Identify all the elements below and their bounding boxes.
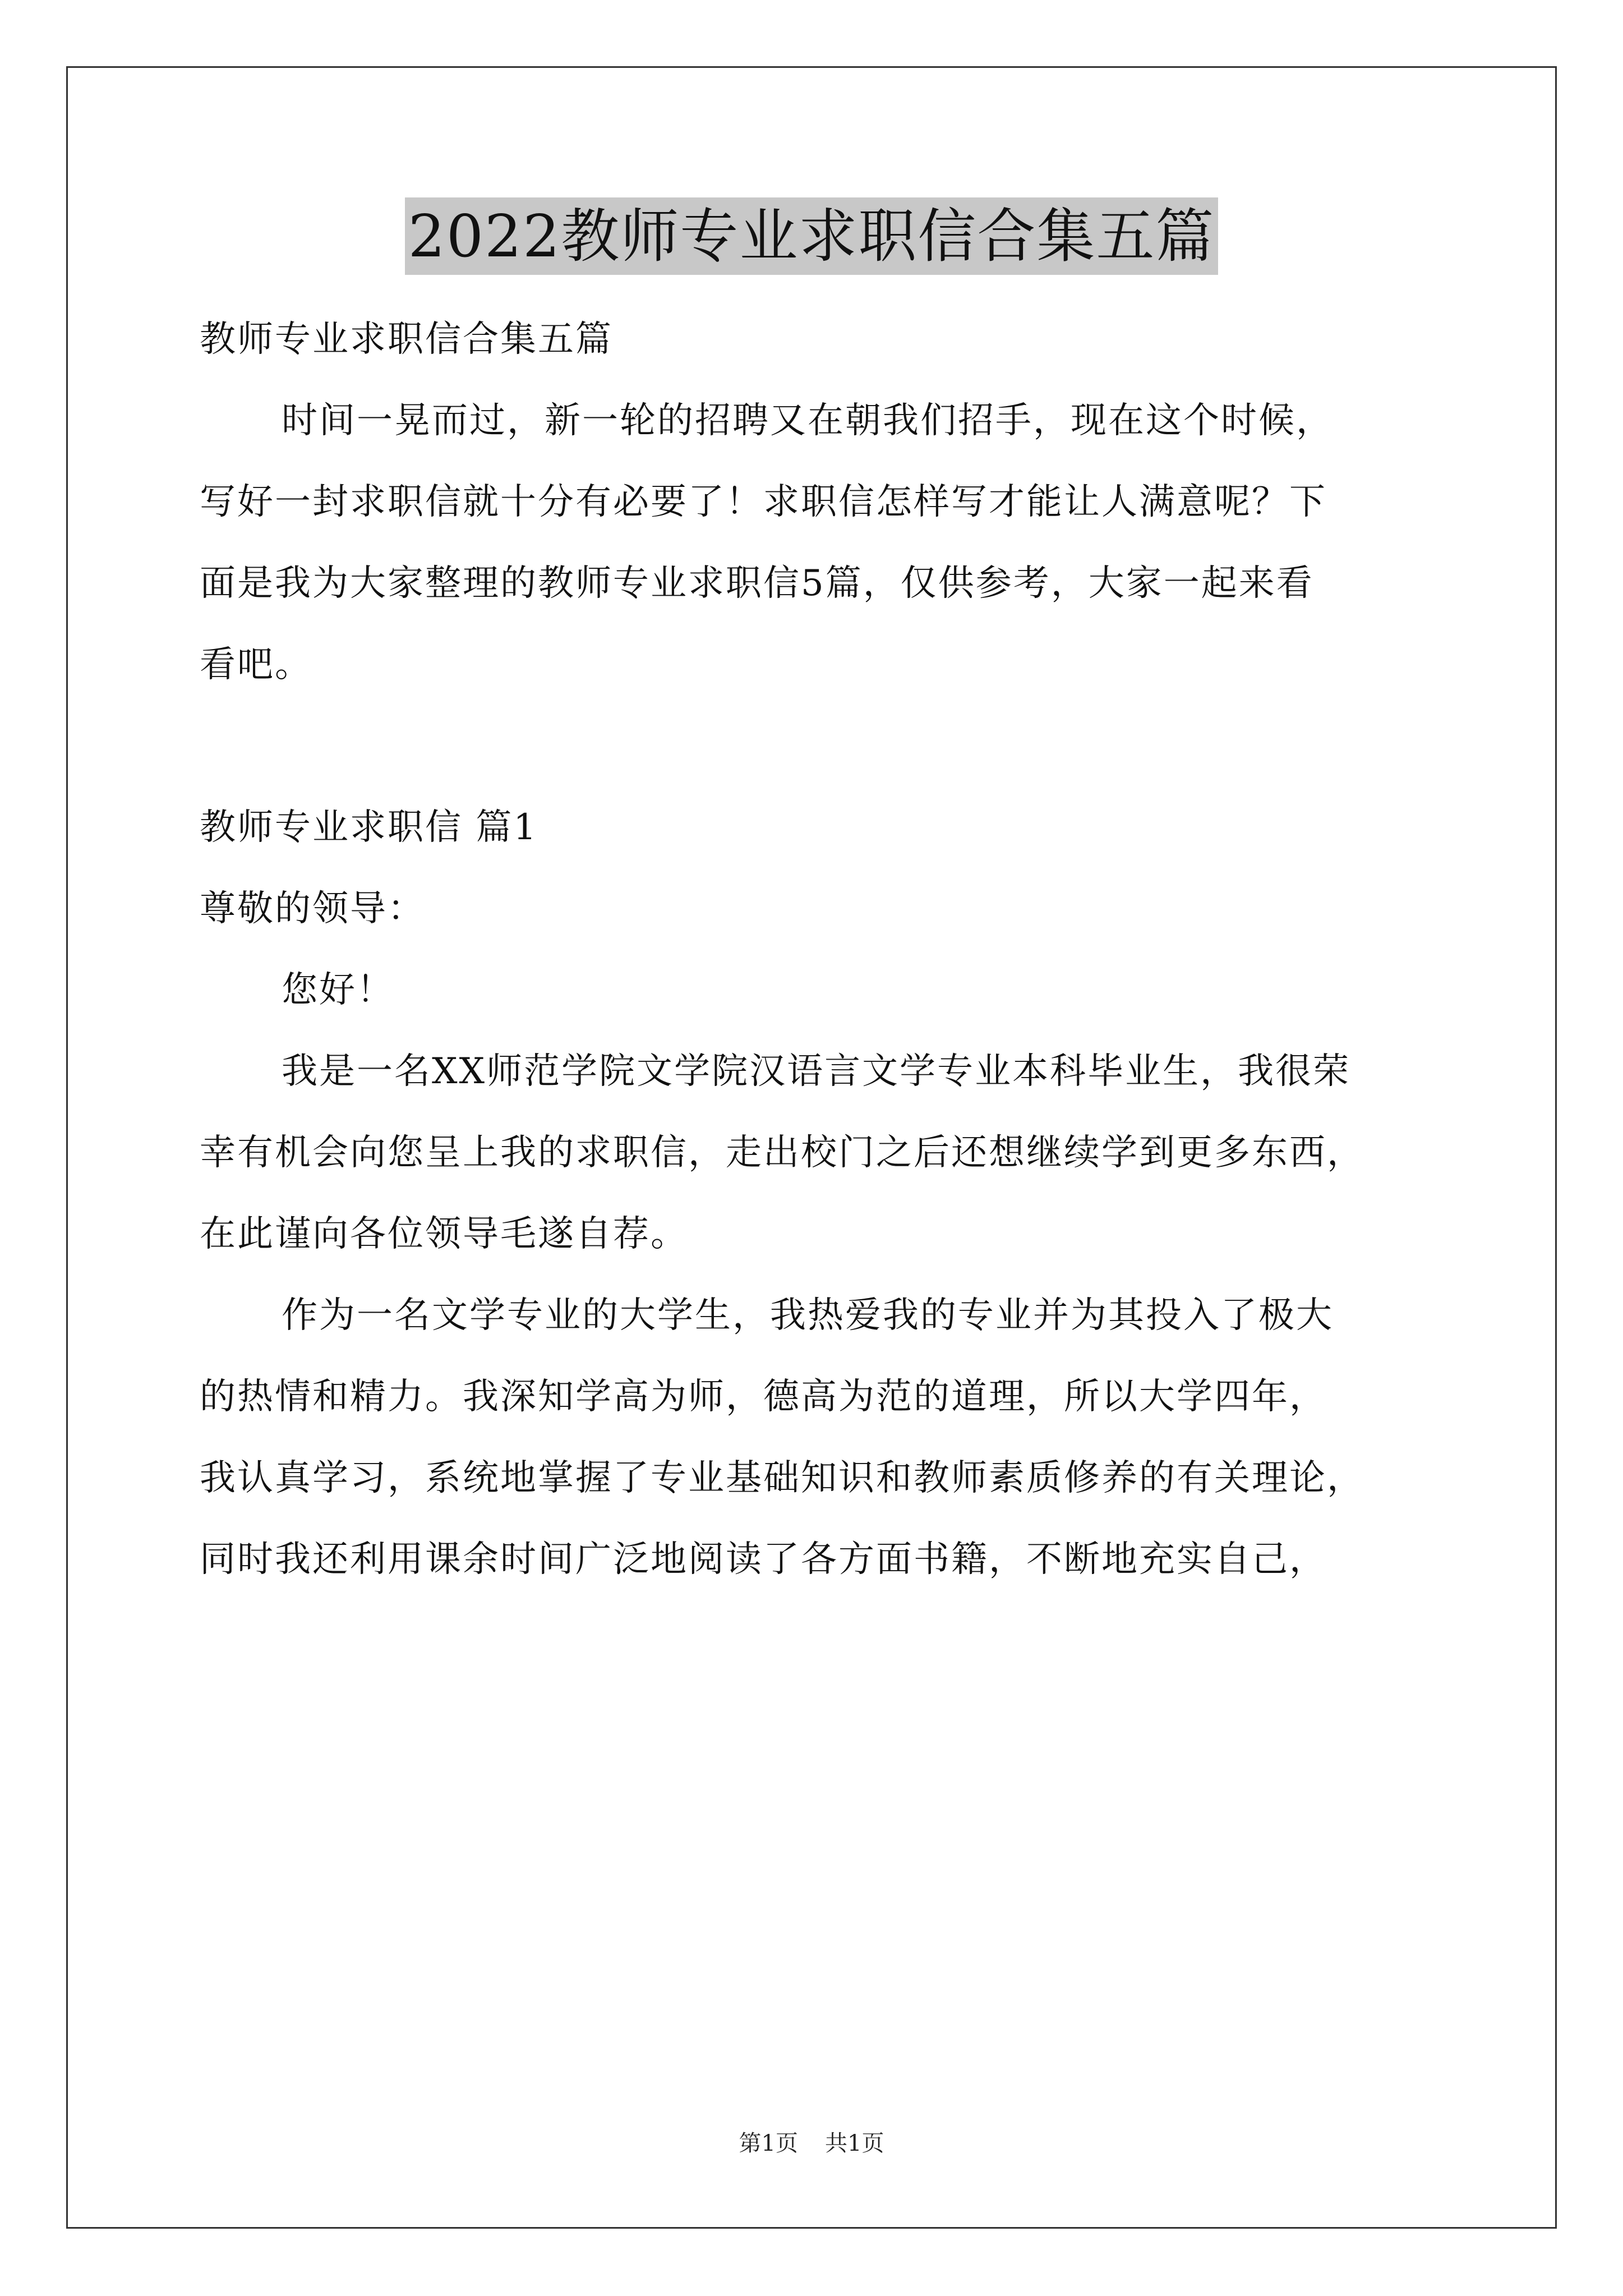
document-subtitle: 教师专业求职信合集五篇 [200,319,613,360]
paragraph1-line-2: 幸有机会向您呈上我的求职信，走出校门之后还想继续学到更多东西， [200,1132,1364,1174]
document-title: 2022教师专业求职信合集五篇 [405,197,1219,275]
page-number-total: 共1页 [825,2131,884,2156]
section-heading: 教师专业求职信 篇1 [200,807,538,848]
paragraph2-line-4: 同时我还利用课余时间广泛地阅读了各方面书籍，不断地充实自己， [200,1539,1327,1580]
title-container [0,197,1623,275]
greeting: 您好！ [282,969,394,1011]
paragraph1-line-3: 在此谨向各位领导毛遂自荐。 [200,1213,688,1255]
paragraph2-line-3: 我认真学习，系统地掌握了专业基础知识和教师素质修养的有关理论， [200,1457,1364,1499]
paragraph2-line-2: 的热情和精力。我深知学高为师，德高为范的道理，所以大学四年， [200,1376,1327,1418]
paragraph1-line-1: 我是一名XX师范学院文学院汉语言文学专业本科毕业生，我很荣 [282,1051,1351,1092]
paragraph2-line-1: 作为一名文学专业的大学生，我热爱我的专业并为其投入了极大 [282,1295,1334,1336]
page-footer [0,2128,1623,2159]
intro-line-2: 写好一封求职信就十分有必要了！求职信怎样写才能让人满意呢？下 [200,481,1327,523]
page-number-current: 第1页 [739,2131,798,2156]
intro-line-4: 看吧。 [200,644,312,685]
intro-line-1: 时间一晃而过，新一轮的招聘又在朝我们招手，现在这个时候， [282,400,1334,441]
salutation: 尊敬的领导： [200,888,425,930]
intro-line-3: 面是我为大家整理的教师专业求职信5篇，仅供参考，大家一起来看 [200,563,1314,604]
